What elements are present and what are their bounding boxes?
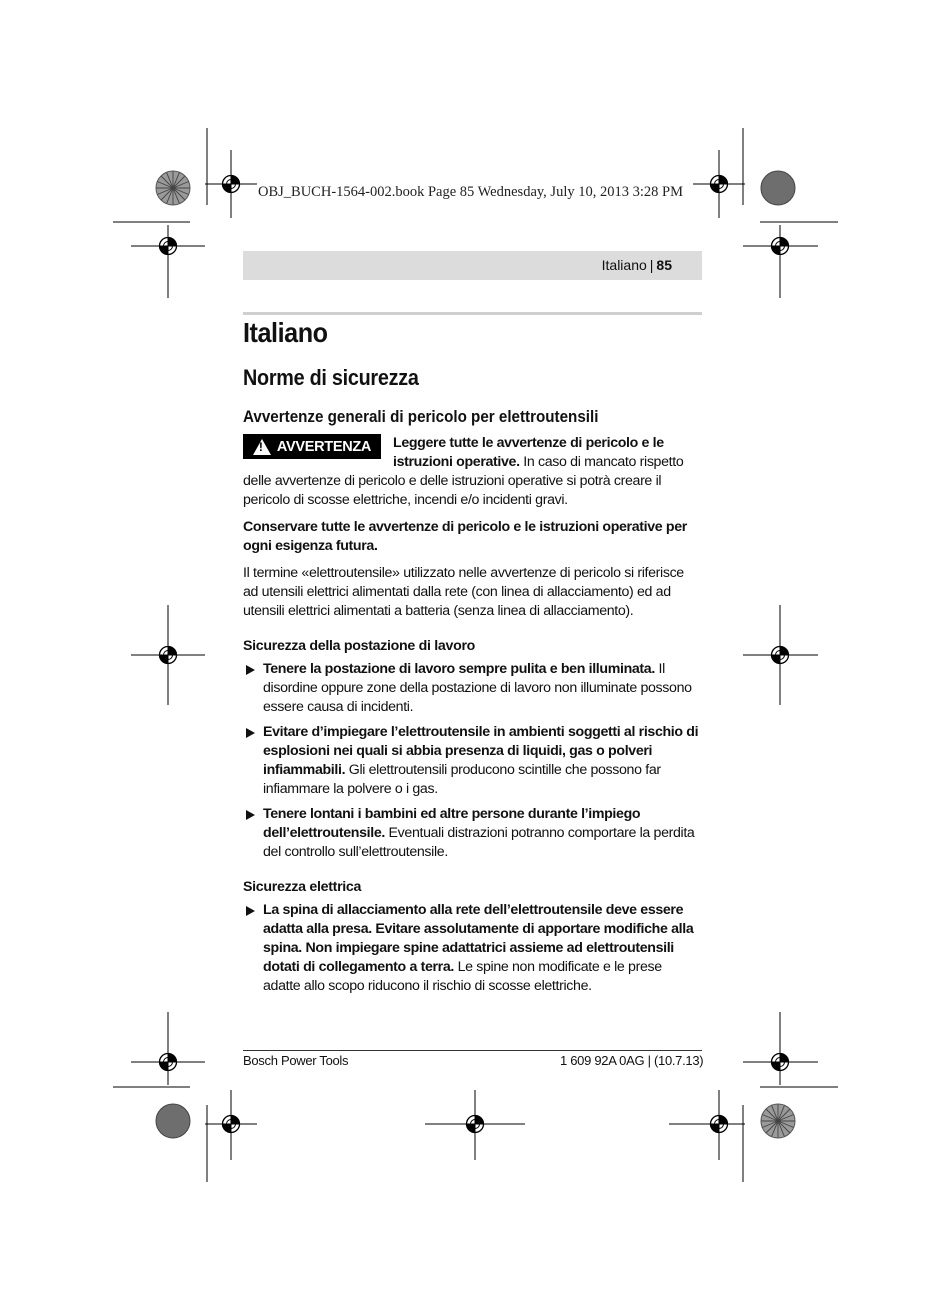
list-item-text: Gli elettroutensili producono scintille che possono far infiammare la polvere o i gas. [263,762,661,797]
warning-badge-label: AVVERTENZA [276,438,372,455]
list-item [243,805,702,862]
color-target-icon [156,1104,190,1138]
list-item-bold: Evitare d’impiegare l’elettroutensile in ambienti soggetti al rischio di esplosioni nei quali si abbia presenza di liquidi, gas o polveri infiammabili. [263,724,699,778]
list-item-bold: Tenere lontani i bambini ed altre persone durante l’impiego dell’elettroutensile. [263,806,641,841]
starburst-target-icon [761,1104,795,1138]
crop-lines-top [113,128,838,222]
triangle-bullet-icon [246,906,255,916]
keep-instructions: Conservare tutte le avvertenze di pericolo e le istruzioni operative per ogni esigenza futura. [243,519,687,554]
page-content [243,316,702,996]
list-item-text: Il disordine oppure zone della postazione di lavoro non illuminate possono essere causa di incidenti. [263,661,692,715]
file-header: OBJ_BUCH-1564-002.book Page 85 Wednesday, July 10, 2013 3:28 PM [258,184,683,200]
list-item-bold: Tenere la postazione di lavoro sempre pulita e ben illuminata. [263,661,655,677]
triangle-bullet-icon [246,810,255,820]
triangle-bullet-icon [246,728,255,738]
term-definition: Il termine «elettroutensile» utilizzato nelle avvertenze di pericolo si riferisce ad utensili elettrici alimentati dalla rete (con linea di allacciamento) ed ad utensili elettrici alimentati a batteria (senza linea di allacciamento). [243,565,684,619]
warning-badge [243,434,381,459]
intro-text: In caso di mancato rispetto delle avvertenze di pericolo e delle istruzioni operative si potrà creare il pericolo di scosse elettriche, incendi e/o incidenti gravi. [243,454,684,508]
starburst-target-icon [156,171,190,205]
running-head: Italiano | 85 [243,251,702,280]
footer-code: 1 609 92A 0AG | (10.7.13) [560,1053,704,1068]
list-item [243,901,702,996]
running-head-section: Italiano [601,257,647,273]
page-number: 85 [656,257,672,273]
list-item [243,660,702,717]
warning-triangle-icon: ! [253,439,271,455]
list-item [243,723,702,799]
list-item-bold: La spina di allacciamento alla rete dell’elettroutensile deve essere adatta alla presa. Evitare assolutamente di apportare modifiche alla spina. Non impiegare spine adattatrici assieme ad elettroutensili dotati di collegamento a terra. [263,902,694,975]
section-heading: Norme di sicurezza [243,365,419,390]
list-item-text: Eventuali distrazioni potranno comportare la perdita del controllo sull’elettroutensile. [263,825,695,860]
subsection-heading: Avvertenze generali di pericolo per elettroutensili [243,408,599,426]
triangle-bullet-icon [246,665,255,675]
page-title: Italiano [243,317,328,348]
warning-block [243,434,702,510]
footer-brand: Bosch Power Tools [243,1053,349,1068]
title-rule [243,312,702,315]
section-title-workplace: Sicurezza della postazione di lavoro [243,638,476,654]
list-item-text: Le spine non modificate e le prese adatte allo scopo riducono il rischio di scosse elettriche. [263,959,662,994]
section-title-electrical: Sicurezza elettrica [243,879,362,895]
intro-bold: Leggere tutte le avvertenze di pericolo e le istruzioni operative. [393,435,664,470]
footer-rule [243,1050,702,1051]
color-target-icon [761,171,795,205]
